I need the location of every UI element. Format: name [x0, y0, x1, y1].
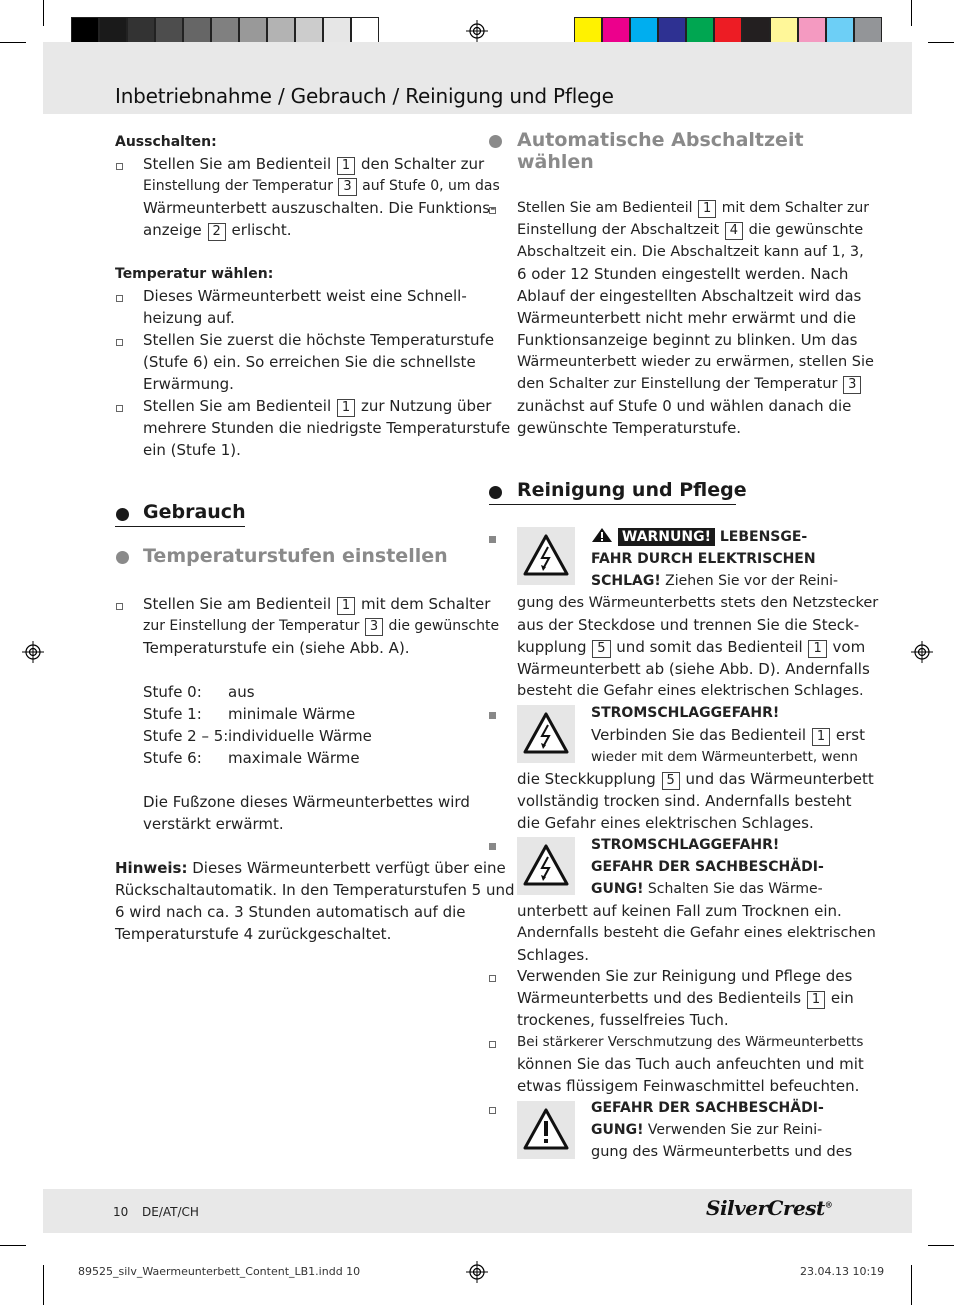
level-key: Stufe 6:: [143, 749, 202, 767]
warning-title: STROMSCHLAGGEFAHR!: [591, 705, 780, 721]
text-line: können Sie das Tuch auch anfeuchten und mit: [517, 1055, 864, 1073]
text-line: Bei stärkerer Verschmutzung des Wärmeunterbetts: [517, 1034, 864, 1050]
text-line: Dieses Wärmeunterbett weist eine Schnell-: [143, 287, 467, 305]
text-line: Einstellung der Temperatur 3 auf Stufe 0, um das: [143, 178, 500, 194]
text-line: Stellen Sie am Bedienteil 1 mit dem Schalter: [143, 595, 491, 613]
text-line: gung des Wärmeunterbetts stets den Netzstecker: [517, 595, 879, 611]
heading-bullet: [116, 508, 129, 521]
level-key: Stufe 1:: [143, 705, 202, 723]
slug-filename: 89525_silv_Waermeunterbett_Content_LB1.indd 10: [78, 1265, 361, 1278]
note-line: 6 wird nach ca. 3 Stunden automatisch auf die: [115, 903, 466, 921]
text-line: Abschaltzeit ein. Die Abschaltzeit kann auf 1, 3,: [517, 244, 864, 260]
heading-auto-shutoff: Automatische Abschaltzeit: [517, 129, 804, 151]
heading-underline: [115, 526, 245, 527]
text-line: etwas flüssigem Feinwaschmittel befeuchten.: [517, 1077, 860, 1095]
page-title: Inbetriebnahme / Gebrauch / Reinigung und Pflege: [115, 84, 614, 108]
crop-mark: [0, 42, 26, 43]
crop-mark: [928, 42, 954, 43]
slug-date: 23.04.13 10:19: [800, 1265, 885, 1278]
level-key: Stufe 2 – 5:: [143, 727, 229, 745]
text-line: (Stufe 6) ein. So erreichen Sie die schnellste: [143, 353, 476, 371]
level-key: Stufe 0:: [143, 683, 202, 701]
registration-mark-icon: [22, 641, 44, 663]
text-line: zur Einstellung der Temperatur 3 die gewünschte: [143, 618, 500, 634]
text-line: kupplung 5 und somit das Bedienteil 1 vom: [517, 638, 866, 656]
text-line: Stellen Sie zuerst die höchste Temperaturstufe: [143, 331, 495, 349]
text-line: Stellen Sie am Bedienteil 1 den Schalter zur: [143, 155, 485, 173]
heading-bullet: [116, 551, 129, 564]
filled-bullet: [489, 712, 496, 719]
level-value: individuelle Wärme: [228, 727, 372, 745]
note-line: Hinweis: Dieses Wärmeunterbett verfügt über eine: [115, 859, 506, 877]
text-line: Verwenden Sie zur Reinigung und Pflege des: [517, 967, 853, 985]
filled-bullet: [489, 843, 496, 850]
text-line: Andernfalls besteht die Gefahr eines elektrischen: [517, 925, 876, 941]
crop-mark: [0, 1245, 26, 1246]
note-line: Temperaturstufe 4 zurückgeschaltet.: [115, 925, 392, 943]
crop-mark: [928, 1245, 954, 1246]
text-line: Funktionsanzeige beginnt zu blinken. Um das: [517, 331, 858, 349]
section-title-temp: Temperatur wählen:: [115, 266, 274, 282]
text-line: die Steckkupplung 5 und das Wärmeunterbett: [517, 770, 874, 788]
checkbox-bullet: [116, 339, 123, 346]
text-line: Die Fußzone dieses Wärmeunterbettes wird: [143, 793, 470, 811]
note-line: Rückschaltautomatik. In den Temperaturstufen 5 und: [115, 881, 515, 899]
crop-mark: [43, 1265, 44, 1305]
text-line: 6 oder 12 Stunden eingestellt werden. Nach: [517, 265, 849, 283]
checkbox-bullet: [116, 603, 123, 610]
heading-bullet: [489, 486, 502, 499]
text-line: aus der Steckdose und trennen Sie die Steck-: [517, 616, 860, 634]
level-value: minimale Wärme: [228, 705, 356, 723]
text-line: Schlages.: [517, 946, 589, 964]
section-title-off: Ausschalten:: [115, 134, 217, 150]
text-line: mehrere Stunden die niedrigste Temperaturstufe: [143, 419, 511, 437]
checkbox-bullet: [116, 405, 123, 412]
warning-triangle-icon: [591, 527, 613, 543]
text-line: anzeige 2 erlischt.: [143, 221, 292, 239]
text-line: vollständig trocken sind. Andernfalls besteht: [517, 792, 852, 810]
region-label: DE/AT/CH: [142, 1205, 199, 1219]
registration-mark-icon: [911, 641, 933, 663]
checkbox-bullet: [116, 295, 123, 302]
heading-temperature-levels: Temperaturstufen einstellen: [143, 545, 448, 567]
checkbox-bullet: [489, 975, 496, 982]
filled-bullet: [489, 536, 496, 543]
text-line: Ablauf der eingestellten Abschaltzeit wird das: [517, 287, 862, 305]
text-line: Wärmeunterbett auszuschalten. Die Funktions-: [143, 199, 496, 217]
heading-bullet: [489, 135, 502, 148]
electric-shock-warning-icon: [517, 837, 575, 895]
text-line: heizung auf.: [143, 309, 235, 327]
heading-gebrauch: Gebrauch: [143, 501, 246, 523]
warning-title: GEFAHR DER SACHBESCHÄDI-: [591, 859, 824, 875]
registration-mark-icon: [466, 1261, 488, 1283]
checkbox-bullet: [116, 163, 123, 170]
heading-auto-shutoff-2: wählen: [517, 151, 594, 173]
heading-cleaning: Reinigung und Pflege: [517, 479, 747, 501]
page-number: 10: [113, 1205, 129, 1219]
checkbox-bullet: [489, 207, 496, 214]
heading-underline: [489, 504, 736, 505]
crop-mark: [911, 1265, 912, 1305]
text-line: Wärmeunterbett nicht mehr erwärmt und die: [517, 309, 856, 327]
electric-shock-warning-icon: [517, 705, 575, 763]
text-line: Wärmeunterbetts und des Bedienteils 1 ein: [517, 989, 854, 1007]
text-line: Verbinden Sie das Bedienteil 1 erst: [591, 726, 866, 744]
text-line: besteht die Gefahr eines elektrischen Schlages.: [517, 683, 864, 699]
general-warning-icon: [517, 1101, 575, 1159]
text-line: unterbett auf keinen Fall zum Trocknen ein.: [517, 902, 842, 920]
checkbox-bullet: [489, 1041, 496, 1048]
crop-mark: [43, 0, 44, 26]
text-line: ein (Stufe 1).: [143, 441, 241, 459]
brand-logo: SilverCrest®: [706, 1196, 833, 1220]
text-line: GUNG! Verwenden Sie zur Reini-: [591, 1122, 823, 1138]
text-line: die Gefahr eines elektrischen Schlages.: [517, 814, 814, 832]
text-line: Erwärmung.: [143, 375, 234, 393]
text-line: Temperaturstufe ein (siehe Abb. A).: [143, 639, 410, 657]
text-line: trockenes, fusselfreies Tuch.: [517, 1011, 729, 1029]
text-line: verstärkt erwärmt.: [143, 815, 284, 833]
text-line: GUNG! Schalten Sie das Wärme-: [591, 881, 823, 897]
level-value: aus: [228, 683, 255, 701]
text-line: zunächst auf Stufe 0 und wählen danach die: [517, 397, 852, 415]
text-line: Wärmeunterbett ab (siehe Abb. D). Andernfalls: [517, 660, 870, 678]
text-line: gung des Wärmeunterbetts und des: [591, 1144, 853, 1160]
warning-title: GEFAHR DER SACHBESCHÄDI-: [591, 1100, 824, 1116]
warning-title: STROMSCHLAGGEFAHR!: [591, 837, 780, 853]
text-line: wieder mit dem Wärmeunterbett, wenn: [591, 749, 858, 765]
warning-title: FAHR DURCH ELEKTRISCHEN: [591, 551, 816, 567]
text-line: Wärmeunterbett wieder zu erwärmen, stellen Sie: [517, 354, 874, 370]
text-line: gewünschte Temperaturstufe.: [517, 419, 742, 437]
text-line: den Schalter zur Einstellung der Temperatur 3: [517, 373, 862, 395]
checkbox-bullet: [489, 1107, 496, 1114]
text-line: Stellen Sie am Bedienteil 1 zur Nutzung über: [143, 397, 492, 415]
text-line: Einstellung der Abschaltzeit 4 die gewünschte: [517, 222, 864, 238]
text-line: SCHLAG! Ziehen Sie vor der Reini-: [591, 573, 839, 589]
warning-title: WARNUNG! LEBENSGE-: [591, 526, 807, 548]
registration-mark-icon: [466, 20, 488, 42]
electric-shock-warning-icon: [517, 527, 575, 585]
crop-mark: [911, 0, 912, 26]
text-line: Stellen Sie am Bedienteil 1 mit dem Schalter zur: [517, 200, 870, 216]
level-value: maximale Wärme: [228, 749, 360, 767]
